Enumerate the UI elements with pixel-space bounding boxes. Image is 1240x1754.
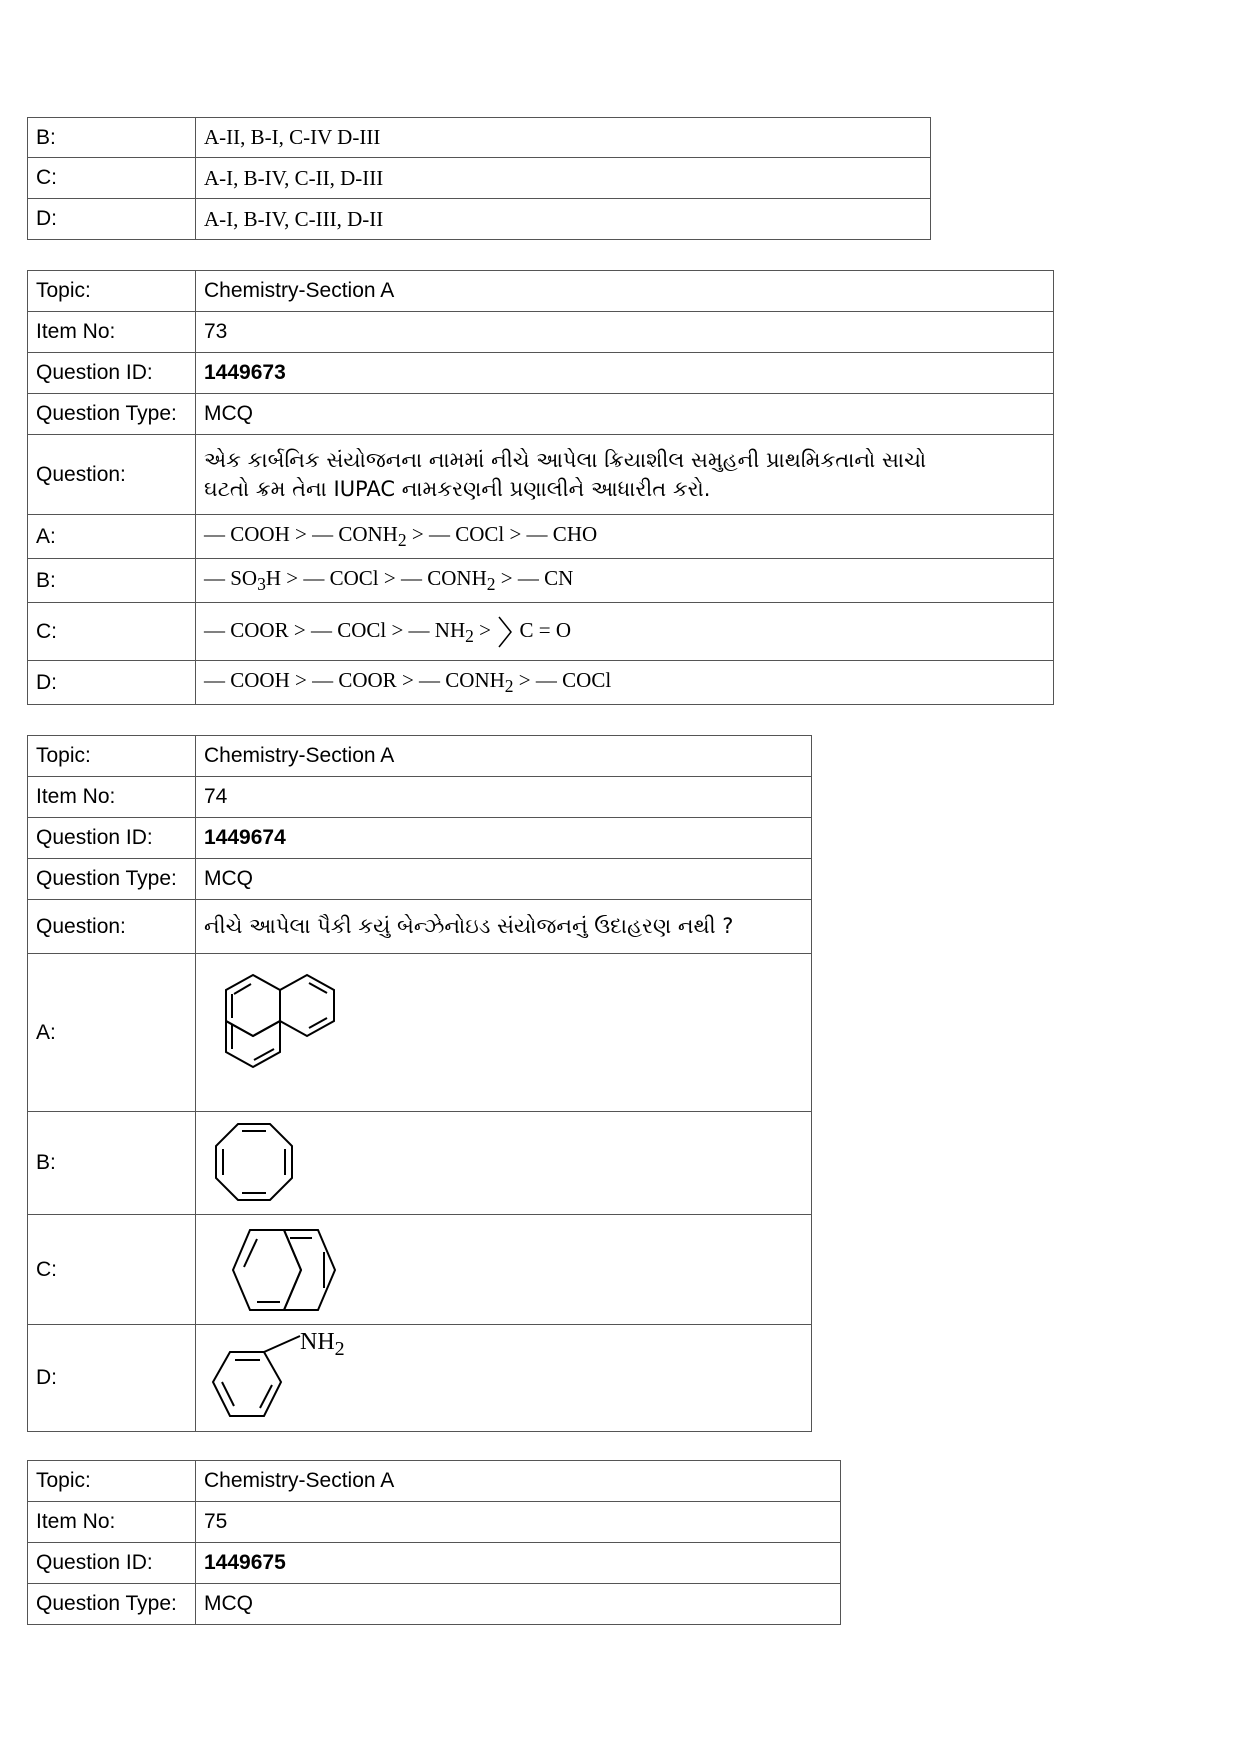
question-type-label: Question Type: — [28, 859, 196, 900]
option-a-label: A: — [28, 954, 196, 1112]
option-value: A-I, B-IV, C-II, D-III — [196, 158, 931, 199]
formula-text: — SO — [204, 565, 258, 590]
topic-value: Chemistry-Section A — [196, 736, 812, 777]
option-b-value — [196, 559, 1054, 603]
option-value: A-I, B-IV, C-III, D-II — [196, 199, 931, 240]
question-id-label: Question ID: — [28, 353, 196, 394]
option-label: C: — [28, 158, 196, 199]
option-row — [28, 158, 931, 199]
question-type-value: MCQ — [196, 394, 1054, 435]
option-a-structure — [196, 954, 812, 1112]
topic-value: Chemistry-Section A — [196, 271, 1054, 312]
question-id-value: 1449675 — [196, 1543, 841, 1584]
subscript: 2 — [334, 1337, 345, 1360]
option-d-structure — [196, 1325, 812, 1432]
topic-label: Topic: — [28, 271, 196, 312]
option-value: A-II, B-I, C-IV D-III — [196, 118, 931, 158]
option-row — [28, 199, 931, 240]
option-b-structure — [196, 1112, 812, 1215]
question-text — [196, 435, 1054, 515]
item-no-label: Item No: — [28, 777, 196, 818]
prev-question-options-table — [27, 117, 931, 240]
topic-label: Topic: — [28, 1461, 196, 1502]
amino-group-label — [300, 1329, 345, 1361]
option-row — [28, 118, 931, 158]
question-type-label: Question Type: — [28, 1584, 196, 1625]
option-c-label: C: — [28, 603, 196, 661]
phenalene-structure-icon — [204, 963, 354, 1103]
option-c-label: C: — [28, 1215, 196, 1325]
formula-text: > — [473, 617, 497, 642]
option-a-value — [196, 515, 1054, 559]
question-label: Question: — [28, 435, 196, 515]
formula-text: H > — COCl > — CONH — [265, 565, 487, 590]
item-no-value: 75 — [196, 1502, 841, 1543]
formula-text: C = O — [519, 617, 571, 642]
formula-text: NH — [300, 1329, 335, 1355]
question-label: Question: — [28, 900, 196, 954]
formula-text: — COOR > — COCl > — NH — [204, 617, 466, 642]
formula-text: > — CN — [495, 565, 574, 590]
option-label: B: — [28, 118, 196, 158]
cyclooctatetraene-structure-icon — [204, 1118, 304, 1208]
option-c-value — [196, 603, 1054, 661]
item-no-value: 73 — [196, 312, 1054, 353]
formula-text: — COOH > — CONH — [204, 521, 398, 546]
question-type-value: MCQ — [196, 1584, 841, 1625]
question-id-value: 1449674 — [196, 818, 812, 859]
topic-value: Chemistry-Section A — [196, 1461, 841, 1502]
question-id-label: Question ID: — [28, 1543, 196, 1584]
option-d-value — [196, 661, 1054, 705]
question-text: નીચે આપેલા પૈકી કયું બેન્ઝેનોઇડ સંયોજનનું ઉદાહરણ નથી ? — [196, 900, 812, 954]
subscript: 2 — [397, 530, 407, 551]
question-type-label: Question Type: — [28, 394, 196, 435]
question-id-label: Question ID: — [28, 818, 196, 859]
question-73-table — [27, 270, 1054, 705]
question-74-table — [27, 735, 812, 1432]
formula-text: — COOH > — COOR > — CONH — [204, 667, 505, 692]
topic-label: Topic: — [28, 736, 196, 777]
item-no-label: Item No: — [28, 312, 196, 353]
subscript: 3 — [257, 574, 266, 595]
option-d-label: D: — [28, 1325, 196, 1432]
item-no-value: 74 — [196, 777, 812, 818]
subscript: 2 — [486, 574, 496, 595]
formula-text: > — COCl — [513, 667, 612, 692]
option-a-label: A: — [28, 515, 196, 559]
question-id-value: 1449673 — [196, 353, 1054, 394]
question-text-line: એક કાર્બનિક સંયોજનના નામમાં નીચે આપેલા ક્રિયાશીલ સમુહની પ્રાથમિકતાનો સાચો — [204, 448, 927, 473]
item-no-label: Item No: — [28, 1502, 196, 1543]
option-c-structure — [196, 1215, 812, 1325]
carbonyl-bond-icon — [496, 615, 514, 649]
naphthalene-structure-icon — [204, 1220, 374, 1320]
question-type-value: MCQ — [196, 859, 812, 900]
option-label: D: — [28, 199, 196, 240]
aniline-structure-icon — [204, 1328, 374, 1428]
option-b-label: B: — [28, 1112, 196, 1215]
option-b-label: B: — [28, 559, 196, 603]
question-75-table — [27, 1460, 841, 1625]
subscript: 2 — [504, 676, 514, 697]
subscript: 2 — [465, 625, 474, 646]
question-text-line: ઘટતો ક્રમ તેના IUPAC નામકરણની પ્રણાલીને આધારીત કરો. — [204, 476, 711, 501]
option-d-label: D: — [28, 661, 196, 705]
formula-text: > — COCl > — CHO — [406, 521, 598, 546]
